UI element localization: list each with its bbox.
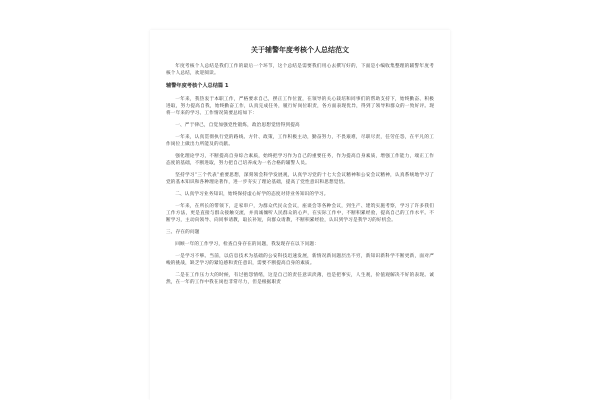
paragraph-1: 一年来，我热衷于本职工作，严格要求自己，摆正工作位置，在领导的关心栽培和同事们的帮助支持下，始终勤奋、积极进取，努力提高自我，始终勤奋工作，认真完成任务，履行好岗位职责，各方面表现优异，得到了领导和群众的一致好评。现将一年来的学习、工作情况简要总结如下： — [166, 97, 434, 116]
paragraph-3: 一年来，认真贯彻执行党的路线、方针、政策，工作积极主动，勤奋努力，不畏艰难，尽职尽责，任劳任怨，在平凡的工作岗位上做出力所能及的贡献。 — [166, 135, 434, 147]
paragraph-4: 强化理论学习，不断提高自身综合素质，始终把学习作为自己的重要任务，作为提高自身素质，增强工作能力，端正工作态度的基础，不断进取，努力把自己培养成为一名合格的辅警人员。 — [166, 154, 434, 166]
document-title: 关于辅警年度考核个人总结范文 — [251, 46, 349, 54]
paragraph-11: 二是在工作压力大的时候，有过抱怨情绪，这是自己的责任意识淡薄，也是把事实，人生观，价值观解决不好的表现。诚然，在一年的工作中我在岗也非常尽力，但是根据职责 — [166, 273, 434, 285]
document-page — [150, 30, 450, 400]
paragraph-6: 二、认真学习业务知识，始终保持虚心好学的态度对待业务知识的学习。 — [175, 192, 329, 197]
paragraph-7: 一年来，在所长的带领下，走家串户，为群众代民众会议，座谈会等各种会议，到生产、建筑实施考察，学习了许多我们工作方法，更是直接与群众接触交流，并真诚倾听人民群众的心声，在实际工作中，不断积累经验，提高自己的工作水平。不断学习，主动向领导、向同事请教，取长补短，向群众请教，不断积累经验，认识到学习是我学习的好机会。 — [166, 204, 434, 223]
intro-paragraph: 年度考核个人总结是我们工作的最后一个环节，这个总结是需要我们用心去撰写好的，下面是小编收集整理的辅警年度考核个人总结，欢迎阅读。 — [166, 64, 434, 76]
section-heading: 辅警年度考核个人总结篇 1 — [166, 83, 229, 89]
document-content — [166, 46, 434, 291]
paragraph-9: 回顾一年的工作学习，检查自身存在的问题，我发现存在以下问题： — [175, 242, 320, 247]
paragraph-5: 坚持学习“三个代表”重要思想，深刻领会科学发展观，认真学习党的十七大会议精神和公安会议精神，认真系统地学习了党的基本知识和各种理论著作，进一步夯实了理论基础，提高了党性意识和思想觉悟。 — [166, 173, 434, 185]
paragraph-2: 一、严于律己，自觉加强党性锻炼，政治思想觉悟得到提高 — [175, 123, 300, 128]
paragraph-10: 一是学习不够。当前，以信息技术为基础的公安科技迅速发展，新情况新问题层出不穷，新知识新科学不断更新，面对严峻的挑战，缺乏学习的紧迫感和责任意识，需要不断提高自身的素质。 — [166, 254, 434, 266]
paragraph-8: 三、存在的问题 — [166, 230, 200, 235]
